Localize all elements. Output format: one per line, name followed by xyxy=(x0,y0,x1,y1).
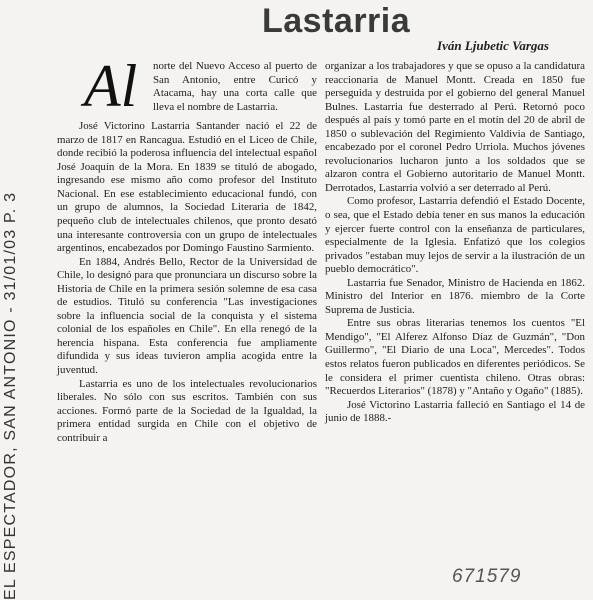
article-column-right xyxy=(325,60,585,426)
handwritten-inventory-number: 671579 xyxy=(452,566,522,587)
paragraph: Lastarria fue Senador, Ministro de Hacienda en 1862. Ministro del Interior en 1876. miembro de la Corte Suprema de Justicia. xyxy=(325,276,585,316)
paragraph: organizar a los trabajadores y que se opuso a la candidatura reaccionaria de Manuel Montt. Creada en 1850 fue perseguida y destruida por el gobierno del general Manuel Bulnes. Lastarria fue desterrado al Perú. Retornó poco después al país y tomó parte en el motín del 20 de abril de 1850 o sublevación del Regimiento Valdivia de Santiago, encabezado por el coronel Pedro Urriola. Muchos jóvenes revolucionarios lucharon junto a los soldados que se alzaron contra el Gobierno autoritario de Manuel Montt. Derrotados, Lastarria volvió a ser deterrado al Perú. xyxy=(325,60,585,194)
drop-cap: Al xyxy=(84,53,138,119)
paragraph: Como profesor, Lastarria defendió el Estado Docente, o sea, que el Estado debía tener en sus manos la educación y ejercer fuerte control con la enseñanza de particulares, especialmente de la Iglesia. Enfatizó que los colegios privados "estaban muy lejos de servir a la ilustración de un pueblo democrático". xyxy=(325,195,585,276)
paragraph: Entre sus obras literarias tenemos los cuentos "El Mendigo", "El Alferez Alfonso Díaz de Guzmán", "Don Guillermo", "El Diario de una Loca", Mercedes". Todos estos relatos fueron publicados en diferentes periódicos. Se le considera el primer cuentista chileno. Otras obras: "Recuerdos Literarios" (1878) y "Antaño y Ogaño" (1885). xyxy=(325,317,585,398)
paragraph: José Victorino Lastarria falleció en Santiago el 14 de junio de 1888.- xyxy=(325,398,585,425)
paragraph: Lastarria es uno de los intelectuales revolucionarios liberales. No sólo con sus escritos. También con sus acciones. Formó parte de la Sociedad de la Igualdad, la primera entidad surgida en Chile con el objetivo de contribuir a xyxy=(57,377,317,444)
lead-paragraph: norte del Nuevo Acceso al puerto de San Antonio, entre Curicó y Atacama, hay una corta calle que lleva el nombre de Lastarria. xyxy=(153,60,317,113)
handwritten-source-note: EL ESPECTADOR, SAN ANTONIO - 31/01/03 P. 3 xyxy=(2,191,19,600)
article-author: Iván Ljubetic Vargas xyxy=(437,38,549,53)
article-title: Lastarria xyxy=(262,2,411,40)
paragraph: José Victorino Lastarria Santander nació el 22 de marzo de 1817 en Rancagua. Estudió en el Liceo de Chile, donde recibió la poderosa influencia del intelectual español José Joaquín de la Mora. En 1839 se tituló de abogado, ingresando ese mismo año como profesor del Instituto Nacional. En ese establecimiento educacional fundó, con un grupo de alumnos, la Sociedad Literaria de 1842, pequeño club de intelectuales chilenos, que pronto desató una interesante controversia con un grupo de intelectuales argentinos, encabezados por Domingo Faustino Sarmiento. xyxy=(57,120,317,255)
article-column-left xyxy=(57,60,317,445)
paragraph: En 1884, Andrés Bello, Rector de la Universidad de Chile, lo designó para que pronunciara un discurso sobre la Historia de Chile en la primera sesión solemne de esa casa de estudios. Tituló su conferencia "Las investigaciones sobre la influencia social de la conquista y el sistema colonial de los españoles en Chile". En ella renegó de la herencia hispana. Esta conferencia fue ampliamente difundida y sus ideas tuvieron amplia acogida entre la juventud. xyxy=(57,255,317,377)
